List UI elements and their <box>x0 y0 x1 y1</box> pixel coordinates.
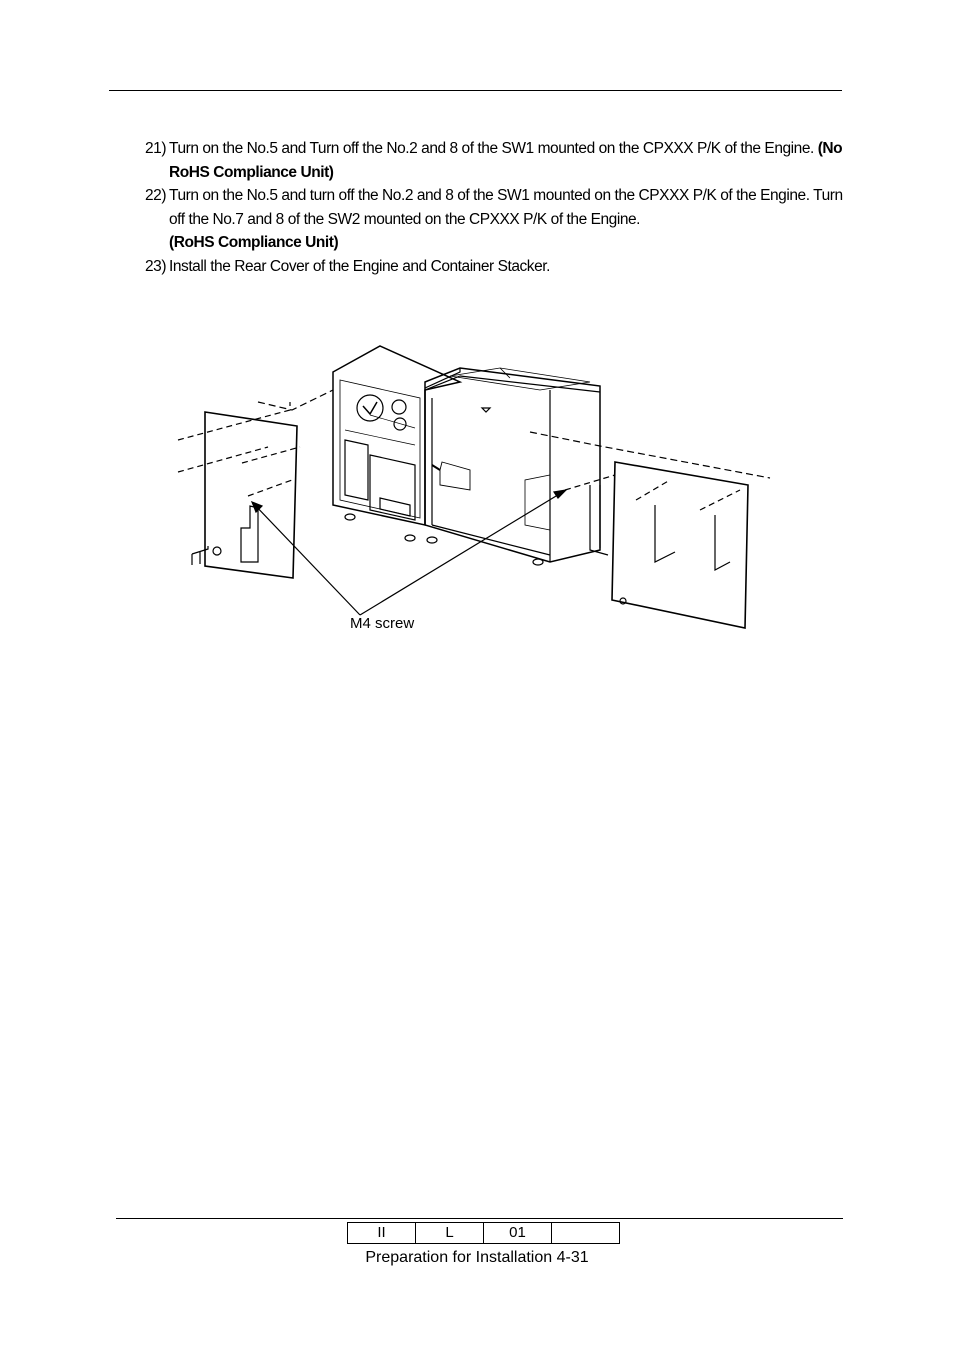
header-rule <box>109 90 842 91</box>
step-number: 22) <box>145 187 167 204</box>
m4-screw-label: M4 screw <box>350 615 415 632</box>
instruction-steps <box>145 137 845 278</box>
step-text: Install the Rear Cover of the Engine and Container Stacker. <box>169 257 550 275</box>
container-stacker <box>425 368 770 565</box>
step-note: (No RoHS Compliance Unit) <box>169 140 843 181</box>
step-number: 23) <box>145 257 167 275</box>
step-note: (RoHS Compliance Unit) <box>169 234 339 251</box>
revision-table <box>347 1222 620 1244</box>
right-rear-cover <box>590 462 748 628</box>
step-21 <box>145 137 845 184</box>
step-number: 21) <box>145 140 167 157</box>
left-rear-cover <box>178 390 333 578</box>
step-text: Turn on the No.5 and Turn off the No.2 and 8 of the SW1 mounted on the CPXXX P/K of the Engine. <box>169 140 814 157</box>
rear-cover-installation-figure <box>170 340 780 640</box>
step-text: Turn on the No.5 and turn off the No.2 and 8 of the SW1 mounted on the CPXXX P/K of the Engine. Turn off the No.7 and 8 of the SW2 mounted on the CPXXX P/K of the Engine. <box>169 187 843 228</box>
step-22 <box>145 184 845 255</box>
revision-cell <box>552 1223 620 1244</box>
revision-cell: 01 <box>484 1223 552 1244</box>
revision-row <box>348 1223 620 1244</box>
footer-rule <box>116 1218 843 1219</box>
page-footer-label: Preparation for Installation 4-31 <box>365 1249 589 1266</box>
revision-cell: II <box>348 1223 416 1244</box>
revision-cell: L <box>416 1223 484 1244</box>
installation-diagram <box>170 340 780 640</box>
step-23 <box>145 255 845 279</box>
